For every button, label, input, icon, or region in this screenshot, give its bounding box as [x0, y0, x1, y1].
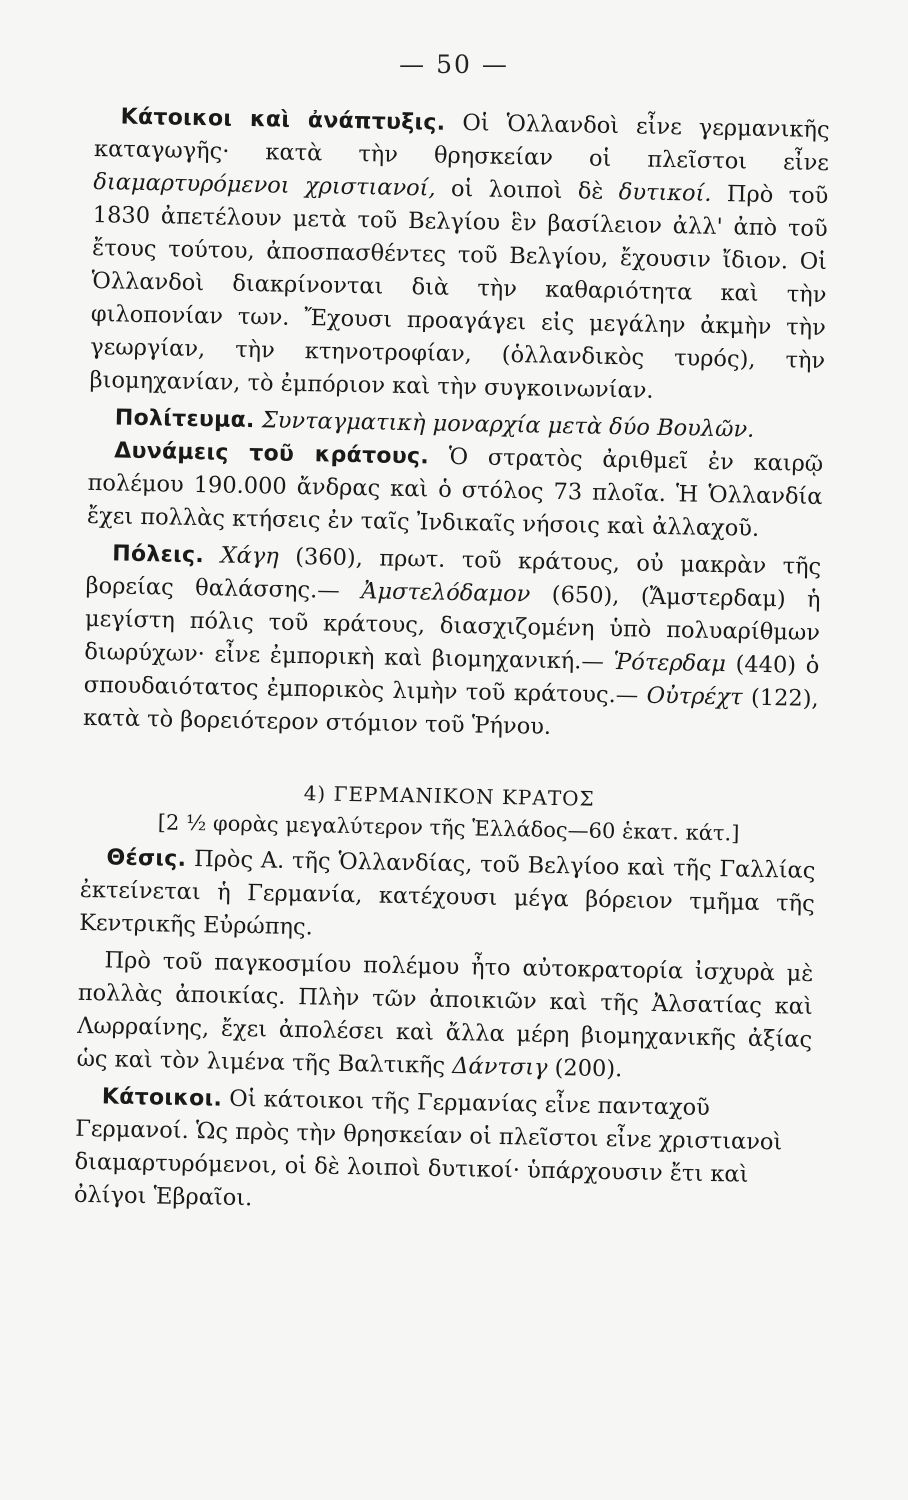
page-number: — 50 — [399, 50, 509, 79]
paragraph-position [79, 841, 816, 954]
city-name: Ἀμστελόδαμον [360, 578, 531, 608]
city-name: Χάγη [203, 542, 279, 570]
italic-term: Συνταγματικὴ μοναρχία μετὰ δύο Βουλῶν. [254, 407, 755, 443]
text-segment: (360), πρωτ. τοῦ κράτους, οὐ μακρὰν τῆς βορείας θαλάσσης.— [85, 543, 822, 605]
italic-term: δυτικοί. [618, 179, 712, 207]
heading-state-forces: Δυνάμεις τοῦ κράτους. [114, 438, 430, 470]
text-segment: οἱ λοιποὶ δὲ [435, 175, 620, 206]
text-segment: Ὁ στρατὸς ἀριθμεῖ ἐν καιρῷ πολέμου 190.000 ἄνδρας καὶ ὁ στόλος 73 πλοῖα. Ἡ Ὁλλανδία ἔχει πολλὰς κτήσεις ἐν ταῖς Ἰνδικαῖς νήσοις καὶ ἀλλαχοῦ. [86, 443, 824, 542]
heading-position: Θέσις. [106, 845, 187, 872]
section-title-germany: 4) ΓΕΡΜΑΝΙΚΟΝ ΚΡΑΤΟΣ [303, 781, 595, 811]
text-segment: Οἱ Ὁλλανδοὶ εἶνε γερμανικῆς καταγωγῆς· κατὰ τὴν θρησκείαν οἱ πλεῖστοι εἶνε [93, 109, 830, 177]
text-segment: Οἱ κάτοικοι τῆς Γερμανίας εἶνε πανταχοῦ Γερμανοί. Ὡς πρὸς τὴν θρησκείαν οἱ πλεῖστοι εἶνε χριστιανοὶ διαμαρτυρόμενοι, οἱ δὲ λοιποὶ δυτικοί· ὑπάρχουσιν ἔτι καὶ ὀλίγοι Ἑβραῖοι. [73, 1085, 783, 1212]
italic-term: διαμαρτυρόμενοι χριστιανοί, [93, 168, 436, 202]
paragraph-inhabitants-netherlands [89, 100, 830, 411]
section-subtitle-germany: [2 ½ φορὰς μεγαλύτερον τῆς Ἑλλάδος—60 ἑκατ. κάτ.] [157, 810, 740, 846]
city-name: Ῥότερδαμ [613, 649, 727, 678]
heading-inhabitants-development: Κάτοικοι καὶ ἀνάπτυξις. [120, 104, 446, 136]
heading-polity: Πολίτευμα. [114, 405, 255, 434]
text-segment: Πρὸς Α. τῆς Ὁλλανδίας, τοῦ Βελγίοο καὶ τῆς Γαλλίας ἐκτείνεται ἡ Γερμανία, κατέχουσι μέγα βόρειον τμῆμα τῆς Κεντρικῆς Εὐρώπης. [78, 845, 816, 941]
city-name: Δάντσιγ [452, 1053, 548, 1081]
text-segment: (122), κατὰ τὸ βορειότερον στόμιον τοῦ Ῥήνου. [82, 684, 819, 740]
text-segment: (200). [547, 1054, 623, 1083]
paragraph-state-forces [87, 434, 824, 547]
paragraph-inhabitants-germany [74, 1080, 811, 1226]
heading-inhabitants: Κάτοικοι. [101, 1084, 223, 1112]
text-segment: Πρὸ τοῦ παγκοσμίου πολέμου ἦτο αὐτοκρατορία ἰσχυρὰ μὲ πολλὰς ἀποικίας. Πλὴν τῶν ἀποικιῶν καὶ τῆς Ἀλσατίας καὶ Λωρραίνης, ἔχει ἀπολέσει καὶ ἄλλα μέρη βιομηχανικῆς ἀξίας ὡς καὶ τὸν λιμένα τῆς Βαλτικῆς [76, 947, 814, 1080]
city-name: Οὐτρέχτ [646, 682, 743, 711]
heading-cities: Πόλεις. [112, 541, 205, 569]
text-segment: Πρὸ τοῦ 1830 ἀπετέλουν μετὰ τοῦ Βελγίου ἓν βασίλειον ἀλλ' ἀπὸ τοῦ ἔτους τούτου, ἀποσπασθέντες τοῦ Βελγίου, ἔχουσιν ἴδιον. Οἱ Ὁλλανδοὶ διακρίνονται διὰ τὴν καθαριότητα καὶ τὴν φιλοπονίαν των. Ἔχουσι προαγάγει εἰς μεγάλην ἀκμὴν τὴν γεωργίαν, τὴν κτηνοτροφίαν, (ὁλλανδικὸς τυρός), τὴν βιομηχανίαν, τὸ ἐμπόριον καὶ τὴν συγκοινωνίαν. [89, 180, 829, 404]
paragraph-cities [83, 537, 822, 749]
text-segment: (650), (Ἄμστερδαμ) ἡ μεγίστη πόλις τοῦ κράτους, διασχιζομένη ὑπὸ πολυαρίθμων διωρύχων· εἶνε ἐμπορικὴ καὶ βιομηχανική.— [84, 581, 821, 676]
paragraph-before-war [76, 944, 813, 1090]
text-segment: (440) ὁ σπουδαιότατος ἐμπορικὸς λιμὴν τοῦ κράτους.— [83, 651, 820, 709]
page-body [74, 100, 830, 1226]
